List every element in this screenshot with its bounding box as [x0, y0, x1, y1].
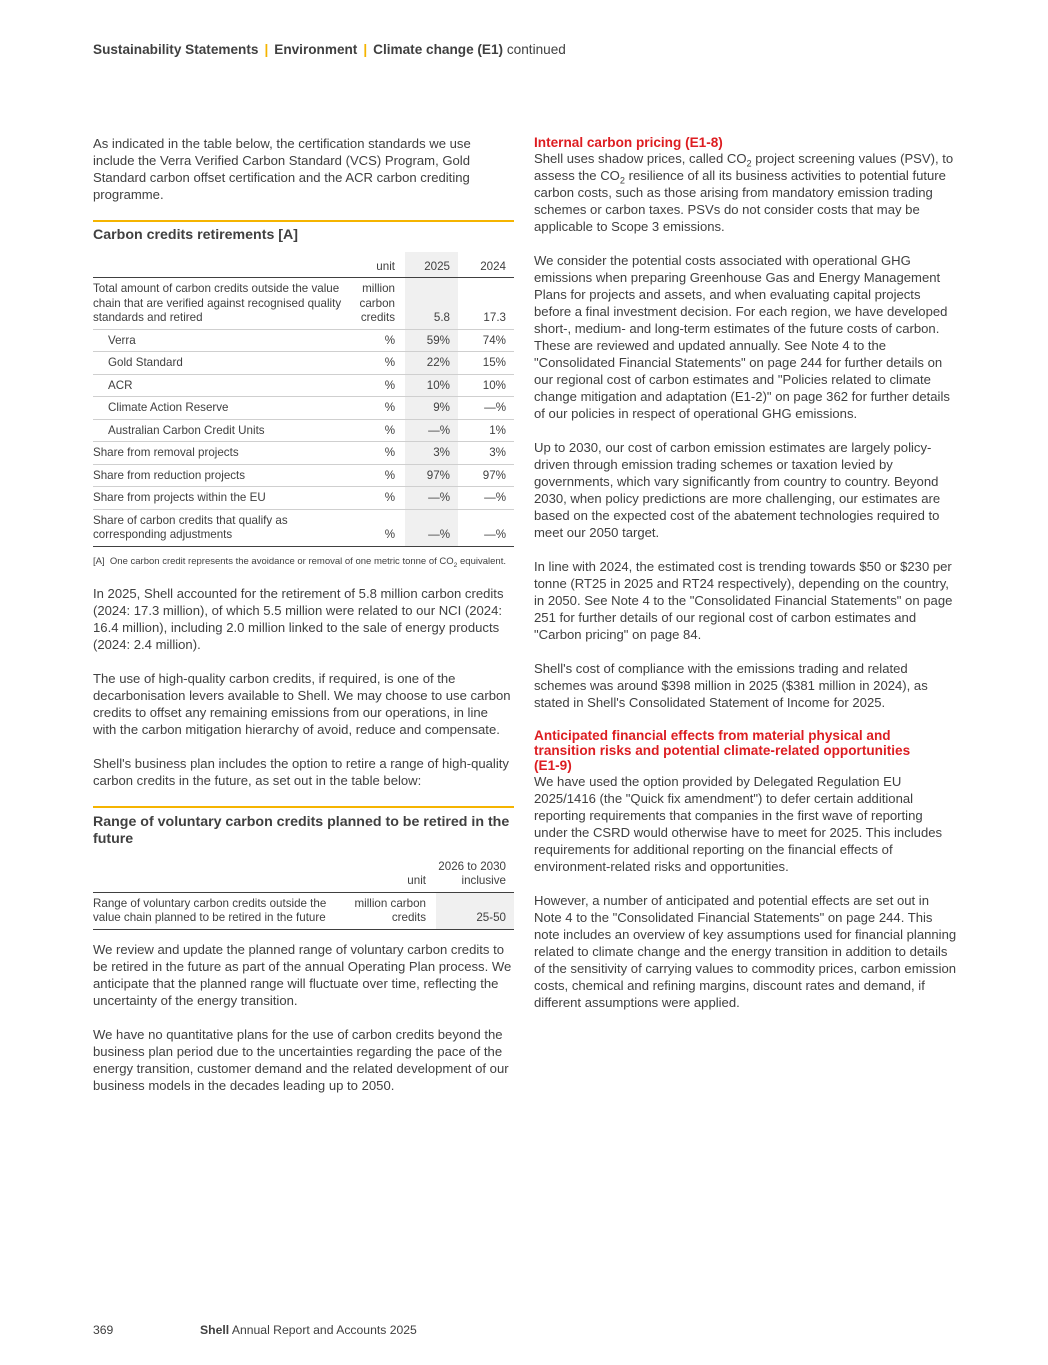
row-value-2025: —%	[405, 487, 458, 510]
operational-costs-paragraph: We consider the potential costs associated with operational GHG emissions when preparing Greenhouse Gas and Energy Management Plans for projects and assets, and when evaluating capital projects before a final investment decision. For each region, we have developed short-, medium- and long-term estimates of the future costs of carbon. These are reviewed and updated annually. See Note 4 to the "Consolidated Financial Statements" on page 244 for further details on our regional cost of carbon estimates and "Policies related to climate change mitigation and adaptation (E1-2)" on page 362 for further details of our policies in respect of operational GHG emissions.	[534, 253, 950, 421]
levers-paragraph: The use of high-quality carbon credits, if required, is one of the decarbonisation levers available to Shell. We may choose to use carbon credits to offset any remaining emissions from our operations, in line with the carbon mitigation hierarchy of avoid, reduce and compensate.	[93, 670, 511, 737]
quick-fix-paragraph: We have used the option provided by Delegated Regulation EU 2025/1416 (the "Quick fix amendment") to defer certain additional reporting requirements that companies in the first wave of reporting under the CSRD would otherwise have to meet for 2025. This includes requirements for additional reporting on the financial effects of environment-related risks and opportunities.	[534, 774, 943, 874]
carbon-credits-table	[93, 252, 514, 547]
row-value-2025: —%	[405, 509, 458, 546]
breadcrumb-separator: |	[363, 42, 368, 57]
breadcrumb-continued: continued	[506, 42, 566, 57]
row-value-2024: 97%	[458, 464, 514, 487]
right-column	[534, 135, 959, 1028]
row-unit: %	[353, 464, 405, 487]
row-value-2025: 59%	[405, 329, 458, 352]
row-value-2025: 10%	[405, 374, 458, 397]
row-value-2025: 9%	[405, 397, 458, 420]
table-row	[93, 419, 514, 442]
table-row	[93, 278, 514, 330]
table1-col-2025: 2025	[405, 252, 458, 278]
footer-title	[200, 1323, 417, 1337]
row-label: Total amount of carbon credits outside the value chain that are verified against recognised quality standards and retired	[93, 278, 353, 330]
row-unit: million carbon credits	[343, 892, 436, 929]
breadcrumb-environment[interactable]: Environment	[274, 42, 358, 57]
row-label: Climate Action Reserve	[93, 397, 353, 420]
row-label: ACR	[93, 374, 353, 397]
table-row	[93, 329, 514, 352]
footer-report-title: Annual Report and Accounts 2025	[231, 1323, 417, 1337]
cost-trend-paragraph: In line with 2024, the estimated cost is trending towards $50 or $230 per tonne (RT25 in 2025 and RT24 respectively), depending on the country, in 2050. See Note 4 to the "Consolidated Financial Statements" on page 251 for further details of our regional cost of carbon estimates and "Carbon pricing" on page 84.	[534, 559, 953, 642]
row-value-2024: —%	[458, 397, 514, 420]
table-row	[93, 352, 514, 375]
row-unit: %	[353, 397, 405, 420]
table2-col-unit: unit	[343, 860, 436, 893]
row-value-2025: 3%	[405, 442, 458, 465]
table2-rule	[93, 806, 514, 808]
row-unit: million carbon credits	[353, 278, 405, 330]
row-label: Range of voluntary carbon credits outside the value chain planned to be retired in the future	[93, 892, 343, 929]
table1-header-row	[93, 252, 514, 278]
table-row	[93, 397, 514, 420]
row-unit: %	[353, 329, 405, 352]
row-value-2024: 3%	[458, 442, 514, 465]
row-label: Verra	[93, 329, 353, 352]
row-label: Share from projects within the EU	[93, 487, 353, 510]
pricing-heading: Internal carbon pricing (E1-8)	[534, 135, 723, 150]
table2-title: Range of voluntary carbon credits planned to be retired in the future	[93, 813, 510, 847]
row-value-2024: 74%	[458, 329, 514, 352]
table1-footnote: [A] One carbon credit represents the avoidance or removal of one metric tonne of $CO_2$ equivalent.	[93, 555, 506, 569]
row-value-2024: 17.3	[458, 278, 514, 330]
compliance-paragraph: Shell's cost of compliance with the emissions trading and related schemes was around $398 million in 2025 ($381 million in 2024), as stated in Shell's Consolidated Statement of Income for 2025.	[534, 661, 928, 710]
table2-col-period: 2026 to 2030 inclusive	[436, 860, 514, 893]
row-value-2024: 1%	[458, 419, 514, 442]
cost-2030-paragraph: Up to 2030, our cost of carbon emission estimates are largely policy-driven through emission trading schemes or taxation levied by governments, which vary significantly from country to country. Beyond 2030, when policy predictions are more challenging, our estimates are based on the expected cost of the abatement technologies required to meet our 2050 target.	[534, 440, 941, 540]
footnote-text: One carbon credit represents the avoidance or removal of one metric tonne of CO	[109, 555, 454, 567]
left-column	[93, 135, 514, 1111]
row-value-2024: —%	[458, 487, 514, 510]
row-unit: %	[353, 419, 405, 442]
row-label: Gold Standard	[93, 352, 353, 375]
pricing-paragraph: Shell uses shadow prices, called $CO_2$ project screening values (PSV), to assess the $CO_2$ resilience of all its business activities to potential future carbon costs, such as those arising from mandatory emission trading schemes or carbon taxes. PSVs do not consider costs that may be applicable to Scope 3 emissions.	[534, 151, 954, 234]
row-value-2025: —%	[405, 419, 458, 442]
breadcrumb-separator: |	[264, 42, 269, 57]
plan-paragraph: Shell's business plan includes the option to retire a range of high-quality carbon credits in the future, as set out in the table below:	[93, 755, 509, 788]
row-unit: %	[353, 442, 405, 465]
footer-brand: Shell	[200, 1323, 230, 1337]
review-paragraph: We review and update the planned range of voluntary carbon credits to be retired in the future as part of the annual Operating Plan process. We anticipate that the planned range will fluctuate over time, reflecting the uncertainty of the energy transition.	[93, 941, 512, 1008]
row-unit: %	[353, 487, 405, 510]
row-label: Share from reduction projects	[93, 464, 353, 487]
row-value-2025: 22%	[405, 352, 458, 375]
table-row	[93, 464, 514, 487]
breadcrumb-climate-change[interactable]: Climate change (E1)	[373, 42, 504, 57]
table-row	[93, 487, 514, 510]
table-row	[93, 374, 514, 397]
row-unit: %	[353, 509, 405, 546]
table1-col-2024: 2024	[458, 252, 514, 278]
page-number: 369	[93, 1323, 114, 1337]
no-plans-paragraph: We have no quantitative plans for the use of carbon credits beyond the business plan period due to the uncertainties regarding the pace of the energy transition, customer demand and the related development of our business models in the decades leading up to 2050.	[93, 1026, 509, 1093]
planned-credits-table	[93, 860, 514, 930]
table1-rule	[93, 220, 514, 222]
table-row	[93, 892, 514, 929]
row-label: Share of carbon credits that qualify as corresponding adjustments	[93, 509, 353, 546]
table1-title: Carbon credits retirements [A]	[93, 227, 298, 243]
row-label: Australian Carbon Credit Units	[93, 419, 353, 442]
row-value-2025: 97%	[405, 464, 458, 487]
row-value-2025: 5.8	[405, 278, 458, 330]
row-value: 25-50	[436, 892, 514, 929]
row-label: Share from removal projects	[93, 442, 353, 465]
retirement-paragraph: In 2025, Shell accounted for the retirement of 5.8 million carbon credits (2024: 17.3 million), of which 5.5 million were related to our NCI (2024: 16.4 million), including 2.0 million linked to the sale of energy products (2024: 2.4 million).	[93, 585, 504, 652]
row-value-2024: 15%	[458, 352, 514, 375]
table1-col-unit: unit	[353, 252, 405, 278]
row-unit: %	[353, 352, 405, 375]
table-row	[93, 509, 514, 546]
row-value-2024: 10%	[458, 374, 514, 397]
table-row	[93, 442, 514, 465]
row-value-2024: —%	[458, 509, 514, 546]
breadcrumb-sustainability[interactable]: Sustainability Statements	[93, 42, 259, 57]
note4-paragraph: However, a number of anticipated and potential effects are set out in Note 4 to the "Consolidated Financial Statements" on page 244. This note includes an overview of key assumptions used for financial planning related to climate change and the energy transition in addition to details of the sensitivity of carrying values to commodity prices, carbon emission costs, chemical and refining margins, discount rates and demand, if different assumptions were applied.	[534, 893, 957, 1010]
financial-effects-heading: Anticipated financial effects from material physical and transition risks and potential climate-related opportunities (E1-9)	[534, 728, 911, 773]
breadcrumb	[93, 42, 566, 57]
table2-header-row	[93, 860, 514, 893]
intro-paragraph: As indicated in the table below, the certification standards we use include the Verra Verified Carbon Standard (VCS) Program, Gold Standard carbon offset certification and the ACR carbon crediting programme.	[93, 136, 471, 202]
footnote-marker: [A]	[93, 555, 105, 567]
row-unit: %	[353, 374, 405, 397]
footnote-text-end: equivalent.	[460, 555, 506, 567]
